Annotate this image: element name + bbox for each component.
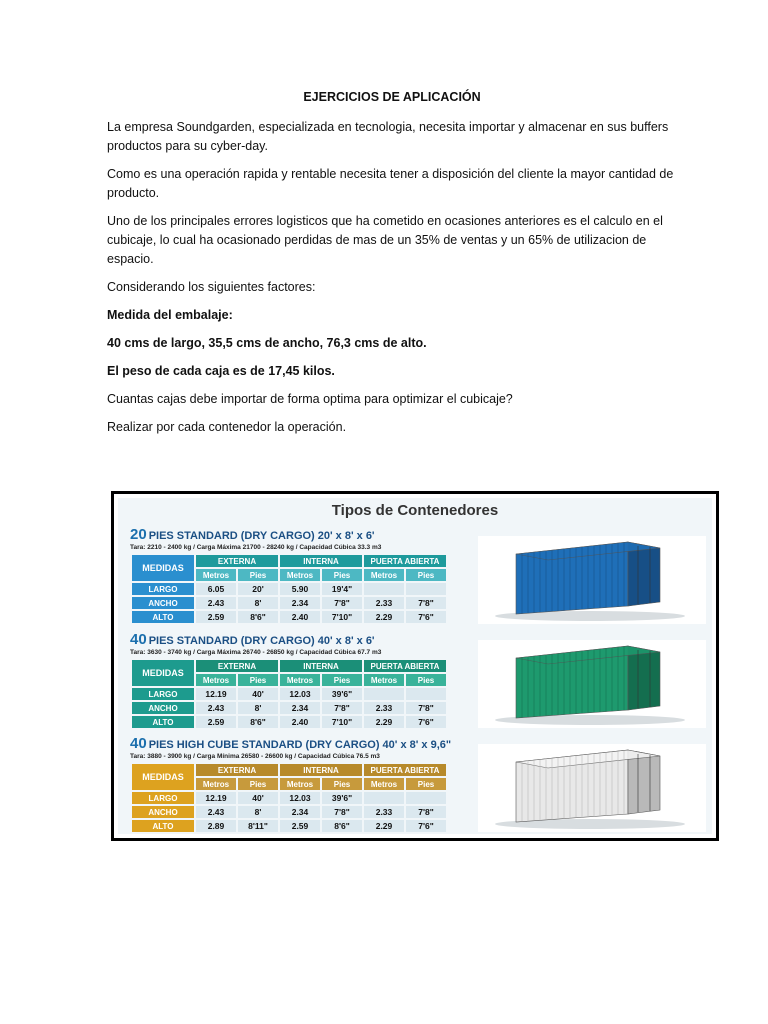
unit-header-metros: Metros [280,569,320,581]
measure-cell: 12.03 [280,688,320,700]
measure-cell: 2.29 [364,611,404,623]
measure-cell [364,688,404,700]
measure-cell: 2.33 [364,702,404,714]
container-size-number: 20 [130,526,147,543]
paragraph-factors: Considerando los siguientes factores: [107,280,316,294]
container-block [130,735,470,834]
measure-cell [406,792,446,804]
container-heading-text: PIES HIGH CUBE STANDARD (DRY CARGO) 40' x 8' x 9,6" [148,739,452,751]
measure-cell: 2.59 [196,716,236,728]
container-size-number: 40 [130,631,147,648]
paragraph-question: Cuantas cajas debe importar de forma optima para optimizar el cubicaje? [107,392,513,406]
paragraph-errors: Uno de los principales errores logisticos que ha cometido en ocasiones anteriores es el calculo en el cubicaje, lo cual ha ocasionado perdidas de mas de un 35% de ventas y un 65% de utilizacion de espacio. [107,214,663,266]
measure-cell: 8'6" [238,716,278,728]
measure-group-header: INTERNA [280,764,362,776]
measure-cell: 8'11" [238,820,278,832]
measure-group-header: EXTERNA [196,555,278,567]
unit-header-metros: Metros [196,569,236,581]
measure-cell: 7'6" [406,716,446,728]
measure-cell: 39'6" [322,688,362,700]
unit-header-metros: Metros [196,778,236,790]
row-label: ALTO [132,820,194,832]
container-measures-table [130,762,448,834]
measure-cell: 7'8" [322,806,362,818]
container-heading-text: PIES STANDARD (DRY CARGO) 40' x 8' x 6' [148,635,375,647]
row-label: LARGO [132,583,194,595]
container-heading-text: PIES STANDARD (DRY CARGO) 20' x 8' x 6' [148,530,375,542]
container-block [130,631,470,730]
measure-cell: 7'6" [406,820,446,832]
measure-cell: 2.89 [196,820,236,832]
medidas-header: MEDIDAS [132,555,194,581]
shipping-container-icon [478,744,706,832]
measure-cell: 2.43 [196,597,236,609]
measure-cell: 20' [238,583,278,595]
unit-header-metros: Metros [364,674,404,686]
measure-cell: 2.33 [364,806,404,818]
shipping-container-icon [478,536,706,624]
measure-cell: 2.40 [280,611,320,623]
paragraph-intro: La empresa Soundgarden, especializada en tecnologia, necesita importar y almacenar en sus buffers productos para su cyber-day. [107,120,669,153]
containers-figure [111,491,719,841]
measure-cell [364,583,404,595]
shipping-container-icon [478,640,706,728]
measure-cell [406,688,446,700]
measure-cell: 2.59 [196,611,236,623]
container-illustration [478,744,706,832]
containers-figure-inner [118,498,712,834]
medidas-header: MEDIDAS [132,764,194,790]
row-label: ALTO [132,611,194,623]
paragraph-packaging: Medida del embalaje: [107,308,233,322]
figure-title: Tipos de Contenedores [331,502,499,519]
unit-header-metros: Metros [280,674,320,686]
unit-header-pies: Pies [238,569,278,581]
measure-cell: 40' [238,688,278,700]
measure-group-header: EXTERNA [196,764,278,776]
unit-header-pies: Pies [406,674,446,686]
container-heading [130,735,470,752]
measure-cell: 7'8" [322,597,362,609]
measure-cell: 5.90 [280,583,320,595]
measure-group-header: PUERTA ABIERTA [364,764,446,776]
measure-cell: 7'8" [322,702,362,714]
container-size-number: 40 [130,735,147,752]
measure-cell: 19'4" [322,583,362,595]
paragraph-operation: Como es una operación rapida y rentable necesita tener a disposición del cliente la mayor cantidad de producto. [107,167,674,200]
measure-cell: 8'6" [238,611,278,623]
measure-cell: 8' [238,597,278,609]
measure-cell: 8'6" [322,820,362,832]
unit-header-metros: Metros [280,778,320,790]
container-measures-table [130,553,448,625]
measure-cell: 8' [238,702,278,714]
paragraph-weight: El peso de cada caja es de 17,45 kilos. [107,364,335,378]
container-measures-table [130,658,448,730]
row-label: LARGO [132,688,194,700]
measure-cell: 7'8" [406,597,446,609]
measure-cell [406,583,446,595]
document-title: EJERCICIOS DE APLICACIÓN [303,90,481,104]
measure-cell: 2.34 [280,597,320,609]
medidas-header: MEDIDAS [132,660,194,686]
measure-group-header: INTERNA [280,660,362,672]
measure-cell: 7'10" [322,716,362,728]
measure-cell: 8' [238,806,278,818]
row-label: ANCHO [132,702,194,714]
measure-cell: 2.33 [364,597,404,609]
unit-header-metros: Metros [364,778,404,790]
paragraph-dimensions: 40 cms de largo, 35,5 cms de ancho, 76,3 cms de alto. [107,336,427,350]
measure-cell: 7'6" [406,611,446,623]
container-specs: Tara: 3880 - 3900 kg / Carga Mínima 26580 - 26600 kg / Capacidad Cúbica 76.5 m3 [130,753,380,760]
measure-cell: 2.40 [280,716,320,728]
row-label: ALTO [132,716,194,728]
row-label: LARGO [132,792,194,804]
unit-header-pies: Pies [406,778,446,790]
measure-cell: 12.19 [196,792,236,804]
measure-cell: 12.19 [196,688,236,700]
unit-header-metros: Metros [196,674,236,686]
unit-header-metros: Metros [364,569,404,581]
measure-cell: 2.43 [196,806,236,818]
row-label: ANCHO [132,597,194,609]
measure-group-header: INTERNA [280,555,362,567]
unit-header-pies: Pies [322,674,362,686]
row-label: ANCHO [132,806,194,818]
container-illustration [478,536,706,624]
measure-cell: 2.34 [280,806,320,818]
measure-cell: 39'6" [322,792,362,804]
measure-cell: 7'8" [406,806,446,818]
measure-cell: 40' [238,792,278,804]
unit-header-pies: Pies [238,674,278,686]
measure-cell: 2.59 [280,820,320,832]
measure-cell: 7'8" [406,702,446,714]
container-heading [130,631,470,648]
measure-cell: 12.03 [280,792,320,804]
paragraph-instruction: Realizar por cada contenedor la operación. [107,420,347,434]
measure-cell: 2.43 [196,702,236,714]
measure-cell: 2.29 [364,820,404,832]
measure-group-header: PUERTA ABIERTA [364,660,446,672]
measure-group-header: PUERTA ABIERTA [364,555,446,567]
unit-header-pies: Pies [238,778,278,790]
unit-header-pies: Pies [406,569,446,581]
container-specs: Tara: 2210 - 2400 kg / Carga Máxima 21700 - 28240 kg / Capacidad Cúbica 33.3 m3 [130,544,382,551]
measure-cell: 2.34 [280,702,320,714]
measure-cell: 2.29 [364,716,404,728]
container-block [130,526,470,625]
measure-cell [364,792,404,804]
unit-header-pies: Pies [322,569,362,581]
container-specs: Tara: 3630 - 3740 kg / Carga Máxima 26740 - 26850 kg / Capacidad Cúbica 67.7 m3 [130,649,382,656]
measure-group-header: EXTERNA [196,660,278,672]
measure-cell: 6.05 [196,583,236,595]
document-body [107,90,677,446]
measure-cell: 7'10" [322,611,362,623]
unit-header-pies: Pies [322,778,362,790]
container-illustration [478,640,706,728]
container-heading [130,526,470,543]
